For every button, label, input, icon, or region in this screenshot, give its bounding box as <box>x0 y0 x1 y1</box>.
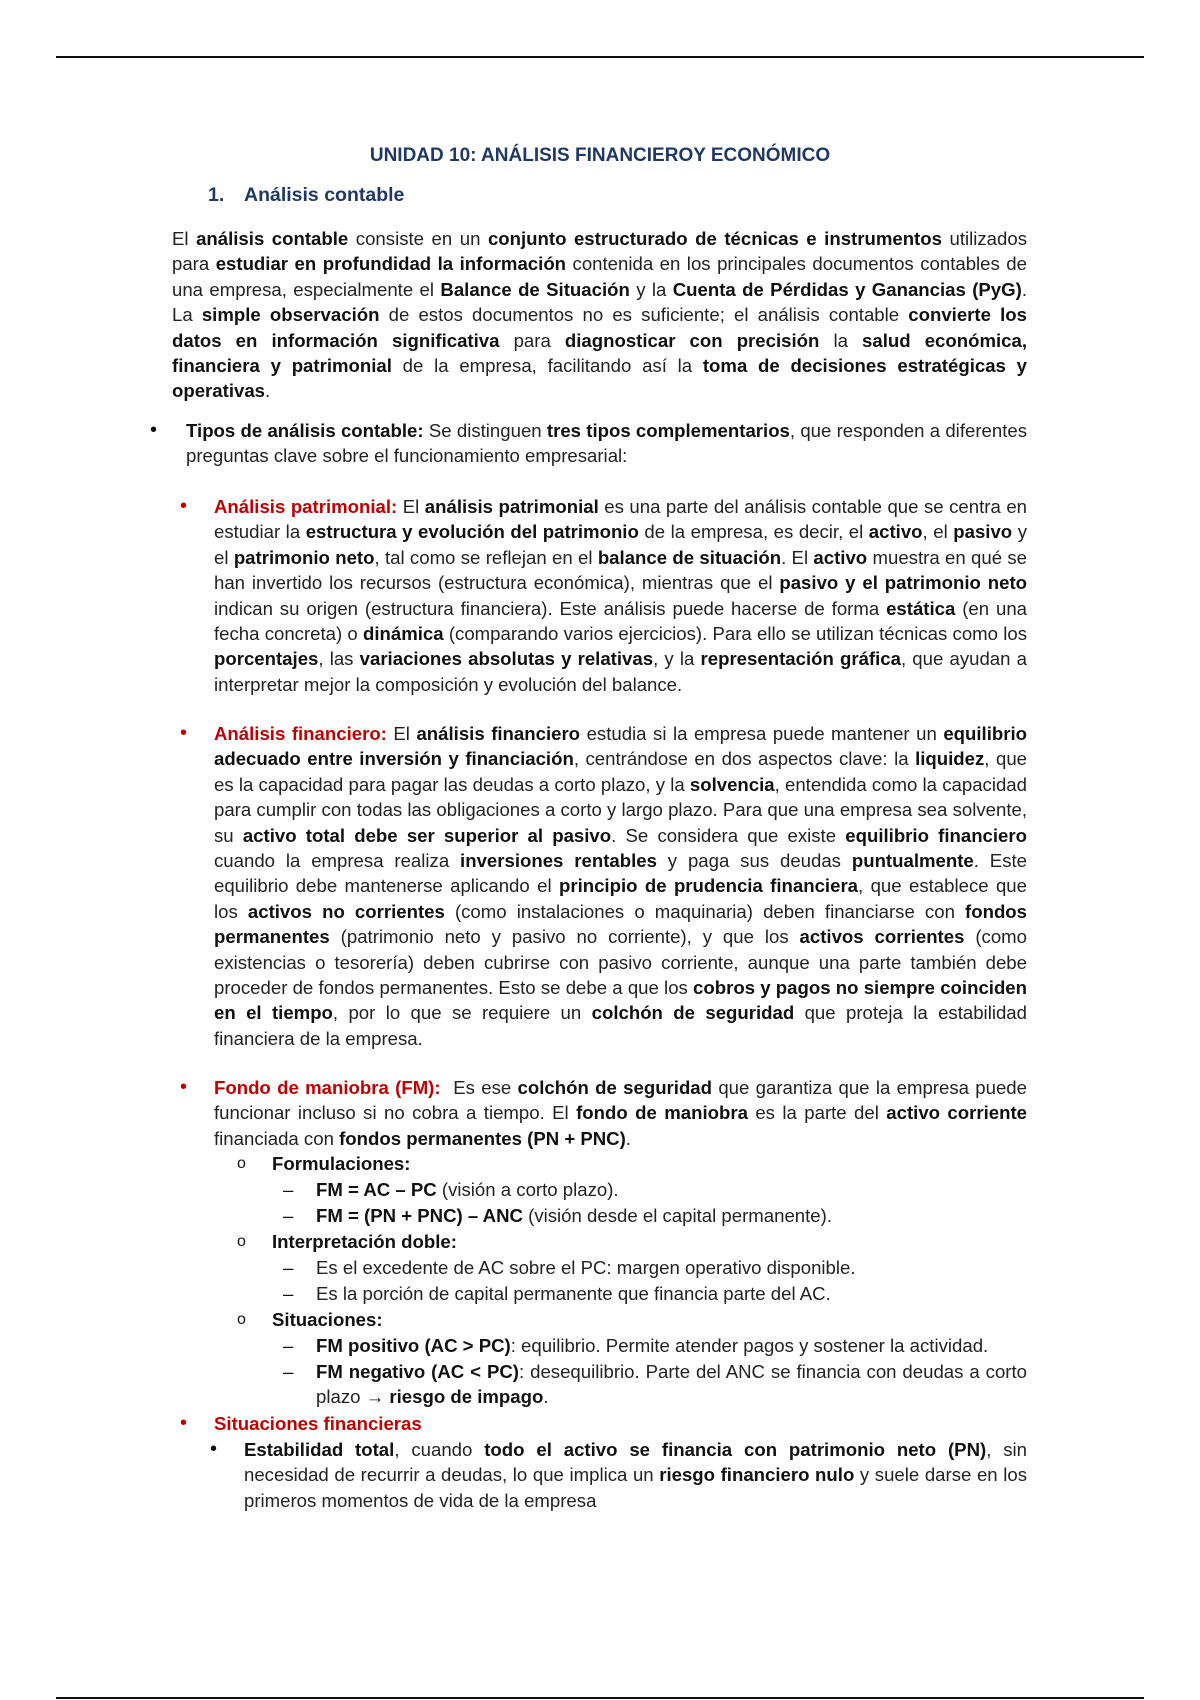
interpretacion-2: Es la porción de capital permanente que financia parte del AC. <box>316 1283 831 1304</box>
bold-text: FM = AC – PC <box>316 1179 437 1200</box>
bold-text: activo <box>868 521 923 543</box>
bullet-icon: • <box>150 419 158 441</box>
text: . Se considera que existe <box>611 824 846 846</box>
bold-text: conjunto estructurado de técnicas e instrumentos <box>487 228 942 249</box>
text: (visión a corto plazo). <box>436 1179 619 1200</box>
text: y paga sus deudas <box>656 850 852 872</box>
situaciones-label <box>272 1307 1027 1332</box>
bold-text: fondo de maniobra <box>576 1102 748 1124</box>
text: . <box>625 1127 631 1149</box>
bold-text: colchón de seguridad <box>517 1077 713 1098</box>
bold-text: Situaciones: <box>272 1309 383 1330</box>
text: , entendida como la capacidad para cumplir con todas las obligaciones a corto y largo plazo. Para que una empresa sea solvente, su <box>214 773 1027 846</box>
interpretacion-1: Es el excedente de AC sobre el PC: margen operativo disponible. <box>316 1257 856 1278</box>
text: para <box>499 329 565 351</box>
bold-text: activos corrientes <box>799 926 965 948</box>
text: la <box>819 329 863 351</box>
text: El <box>386 723 417 744</box>
text: estudia si la empresa puede mantener un <box>580 723 944 744</box>
text: muestra en qué se han invertido los recursos (estructura económica), mientras que el <box>214 546 1027 594</box>
text: . Este equilibrio debe mantenerse aplicando el <box>214 850 1027 897</box>
bold-text: riesgo financiero nulo <box>659 1464 855 1486</box>
text: , centrándose en dos aspectos clave: la <box>573 748 916 770</box>
top-rule <box>56 56 1144 58</box>
red-label: Fondo de maniobra (FM): <box>214 1077 441 1098</box>
section-heading <box>208 183 404 208</box>
bold-text: activos no corrientes <box>247 900 445 922</box>
bold-text: puntualmente <box>851 850 974 872</box>
dash-icon: – <box>283 1283 294 1304</box>
text: que garantiza que la empresa puede funcionar incluso si no cobra a tiempo. El <box>214 1077 1027 1124</box>
text: (como instalaciones o maquinaria) deben financiarse con <box>444 900 966 922</box>
text: (comparando varios ejercicios). Para ello se utilizan técnicas como los <box>443 623 1027 645</box>
text: es una parte del análisis contable que se centra en estudiar la <box>214 496 1028 543</box>
bold-text: Estabilidad total <box>244 1439 395 1460</box>
bottom-rule <box>56 1697 1144 1699</box>
formulaciones-label <box>272 1151 1027 1176</box>
bold-text: representación gráfica <box>700 648 901 670</box>
analisis-patrimonial <box>214 494 1027 697</box>
bold-text: Interpretación doble: <box>272 1231 457 1252</box>
bold-text: principio de prudencia financiera <box>558 875 859 897</box>
bullet-icon: • <box>180 1076 188 1098</box>
bold-text: liquidez <box>915 748 985 770</box>
bold-text: estructura y evolución del patrimonio <box>305 521 639 543</box>
bold-text: cobros y pagos no siempre coinciden en el tiempo <box>214 977 1028 1024</box>
text: utilizados para <box>172 228 1027 275</box>
bold-text: activo corriente <box>886 1102 1027 1124</box>
bold-text: tres tipos complementarios <box>546 420 790 441</box>
bold-text: fondos permanentes <box>214 900 1027 948</box>
text: es la parte del <box>747 1102 887 1124</box>
bold-text: Balance de Situación <box>440 278 630 300</box>
bold-text: diagnosticar con precisión <box>564 329 820 351</box>
text: y el <box>214 521 1028 568</box>
bold-text: todo el activo se financia con patrimonio neto (PN) <box>484 1439 987 1460</box>
bold-text: equilibrio financiero <box>845 824 1027 846</box>
bold-text: FM = (PN + PNC) – ANC <box>316 1205 523 1226</box>
text: , que establece que los <box>214 875 1027 922</box>
fondo-maniobra <box>214 1075 1027 1151</box>
intro-paragraph <box>172 226 1027 404</box>
dash-icon: – <box>283 1335 294 1356</box>
text: . <box>265 380 271 402</box>
circle-bullet-icon: o <box>237 1311 246 1328</box>
bold-text: salud económica, financiera y patrimonial <box>172 329 1028 377</box>
bold-text: colchón de seguridad <box>591 1002 795 1024</box>
text: indican su origen (estructura financiera). Este análisis puede hacerse de forma <box>214 597 887 619</box>
bold-text: Cuenta de Pérdidas y Ganancias (PyG) <box>672 278 1022 300</box>
bold-text: FM negativo (AC < PC) <box>316 1361 519 1382</box>
text: de la empresa, es decir, el <box>638 521 869 543</box>
tipos-paragraph <box>186 418 1027 469</box>
bold-text: Formulaciones: <box>272 1153 411 1174</box>
text: , sin necesidad de recurrir a deudas, lo que implica un <box>244 1439 1028 1486</box>
bold-text: Tipos de análisis contable: <box>186 420 424 441</box>
dash-icon: – <box>283 1257 294 1278</box>
text: El <box>172 228 197 249</box>
text: . La <box>172 278 1027 326</box>
text: (visión desde el capital permanente). <box>522 1205 832 1226</box>
bold-text: pasivo y el patrimonio neto <box>779 572 1028 594</box>
bold-text: inversiones rentables <box>460 850 657 872</box>
text: , las <box>318 648 360 670</box>
bold-text: FM positivo (AC > PC) <box>316 1335 511 1356</box>
bold-text: análisis financiero <box>416 723 581 744</box>
text: , cuando <box>394 1439 485 1460</box>
text: , tal como se reflejan en el <box>374 546 598 568</box>
formula-2 <box>316 1203 1027 1228</box>
bold-text: análisis patrimonial <box>424 496 599 517</box>
text: Se distinguen <box>423 420 547 441</box>
bold-text: balance de situación <box>597 546 782 568</box>
bullet-icon: • <box>180 722 188 744</box>
bold-text: fondos permanentes (PN + PNC) <box>339 1127 626 1149</box>
text: financiada con <box>214 1127 340 1149</box>
bullet-icon: • <box>210 1438 218 1460</box>
text: contenida en los principales documentos contables de una empresa, especialmente el <box>172 253 1027 300</box>
dash-icon: – <box>283 1179 294 1200</box>
text: . <box>543 1386 549 1408</box>
bold-text: análisis contable <box>196 228 349 249</box>
section-number: 1. <box>208 184 225 206</box>
bold-text: riesgo de impago <box>389 1386 544 1408</box>
circle-bullet-icon: o <box>237 1233 246 1250</box>
bold-text: equilibrio adecuado entre inversión y financiación <box>214 723 1027 770</box>
circle-bullet-icon: o <box>237 1155 246 1172</box>
text: , que responden a diferentes preguntas clave sobre el funcionamiento empresarial: <box>186 420 1028 467</box>
estabilidad-total <box>244 1437 1027 1513</box>
dash-icon: – <box>283 1361 294 1382</box>
text: , que ayudan a interpretar mejor la composición y evolución del balance. <box>214 648 1027 695</box>
situaciones-financieras-label <box>214 1411 1027 1436</box>
text: , por lo que se requiere un <box>332 1002 592 1024</box>
text: y la <box>629 278 673 300</box>
text: El <box>397 496 425 517</box>
text: y suele darse en los primeros momentos de vida de la empresa <box>244 1464 1027 1511</box>
bold-text: dinámica <box>363 623 444 645</box>
bold-text: estudiar en profundidad la información <box>215 253 567 275</box>
analisis-financiero <box>214 721 1027 1051</box>
text: (en una fecha concreta) o <box>214 597 1028 645</box>
bold-text: activo <box>813 546 868 568</box>
text: (patrimonio neto y pasivo no corriente), y que los <box>329 926 800 948</box>
bold-text: activo total debe ser superior al pasivo <box>242 824 612 846</box>
bold-text: pasivo <box>953 521 1013 543</box>
text: cuando la empresa realiza <box>214 850 461 872</box>
text: , el <box>922 521 954 543</box>
red-label: Situaciones financieras <box>214 1413 422 1434</box>
bold-text: solvencia <box>689 773 775 795</box>
text: , y la <box>653 648 701 670</box>
text: : equilibrio. Permite atender pagos y sostener la actividad. <box>510 1335 989 1356</box>
text: Es ese <box>440 1077 518 1098</box>
text: de la empresa, facilitando así la <box>391 355 703 377</box>
bold-text: porcentajes <box>214 648 319 670</box>
page-title: UNIDAD 10: ANÁLISIS FINANCIEROY ECONÓMICO <box>369 145 831 166</box>
bold-text: estática <box>886 597 956 619</box>
red-label: Análisis financiero: <box>214 723 387 744</box>
situacion-2 <box>316 1359 1027 1410</box>
bold-text: simple observación <box>201 304 380 326</box>
text: : desequilibrio. Parte del ANC se financia con deudas a corto plazo → <box>316 1361 1027 1408</box>
section-title: Análisis contable <box>244 184 405 206</box>
text: (como existencias o tesorería) deben cubrirse con pasivo corriente, aunque una parte también debe proceder de fondos permanentes. Esto se debe a que los <box>214 926 1028 999</box>
bold-text: patrimonio neto <box>233 546 375 568</box>
text: que proteja la estabilidad financiera de la empresa. <box>214 1002 1027 1049</box>
bold-text: toma de decisiones estratégicas y operativas <box>172 355 1027 402</box>
bold-text: variaciones absolutas y relativas <box>359 648 654 670</box>
text: , que es la capacidad para pagar las deudas a corto plazo, y la <box>214 748 1028 795</box>
text: de estos documentos no es suficiente; el análisis contable <box>379 304 909 326</box>
dash-icon: – <box>283 1205 294 1226</box>
formula-1 <box>316 1177 1027 1202</box>
red-label: Análisis patrimonial: <box>214 496 398 517</box>
text: consiste en un <box>348 228 488 249</box>
bullet-icon: • <box>180 495 188 517</box>
text: . El <box>781 546 814 568</box>
bullet-icon: • <box>180 1412 188 1434</box>
situacion-1 <box>316 1333 1027 1358</box>
bold-text: convierte los datos en información significativa <box>172 304 1027 351</box>
interpretacion-label <box>272 1229 1027 1254</box>
